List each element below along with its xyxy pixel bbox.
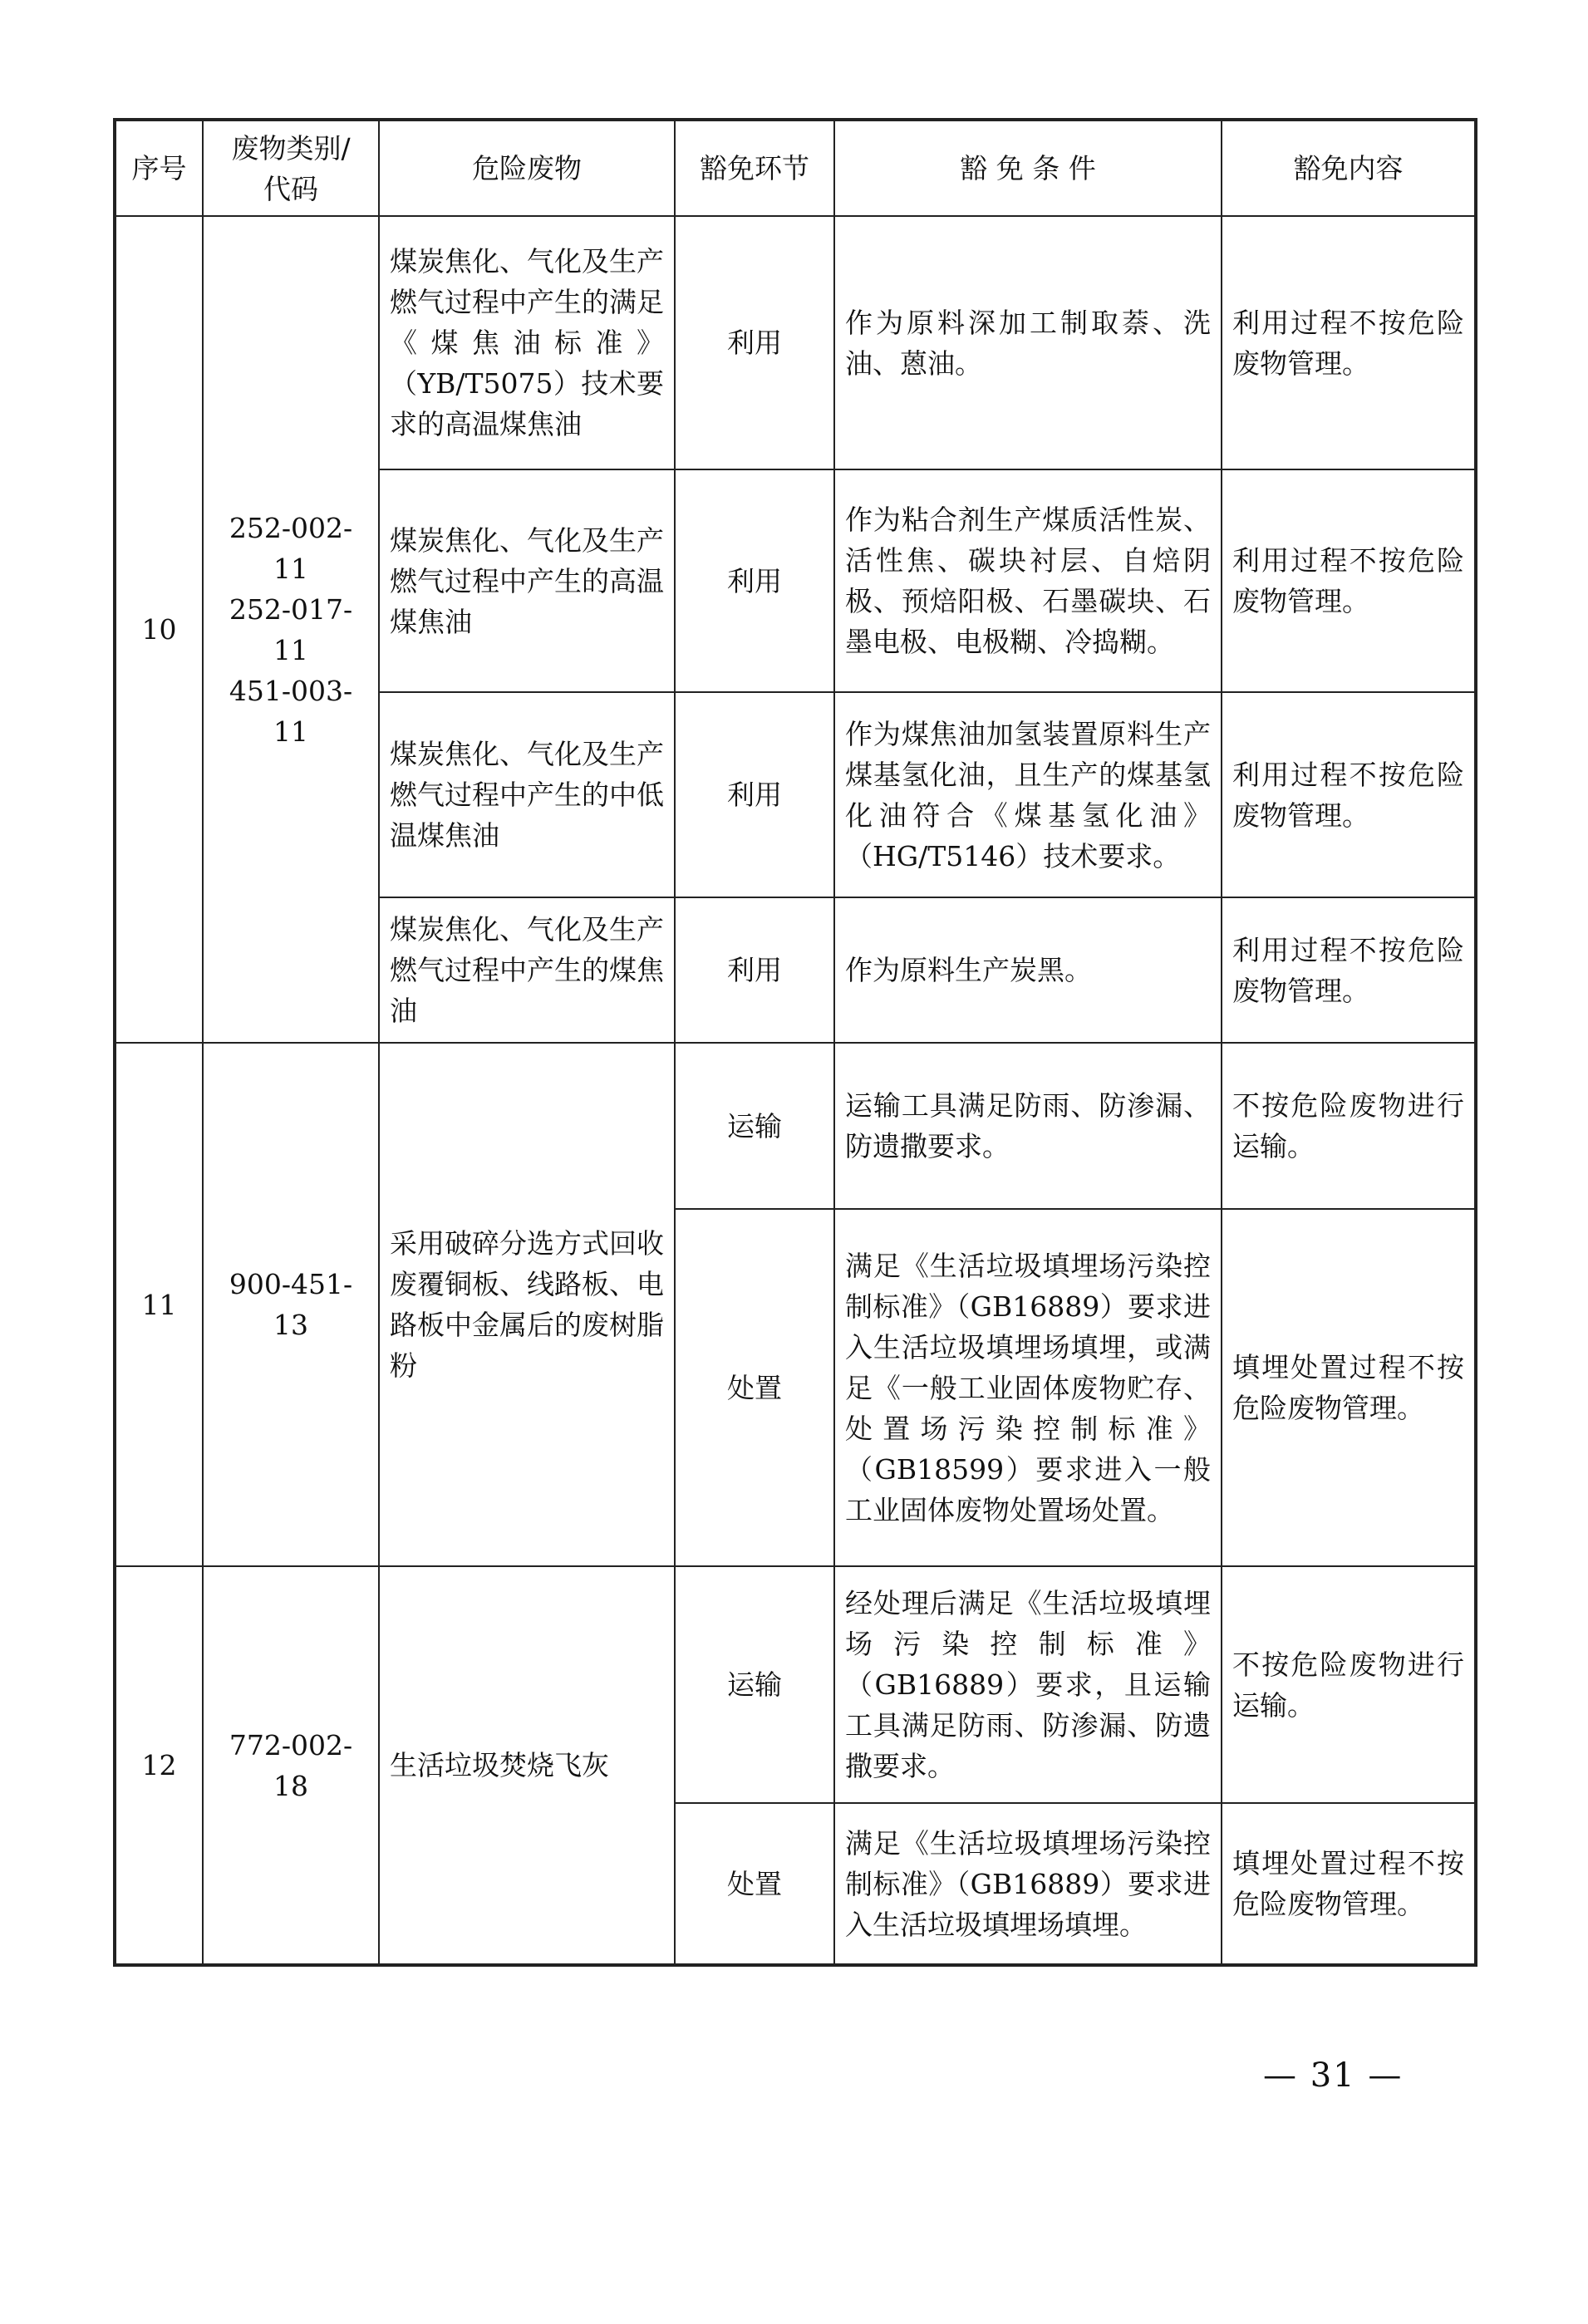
header-waste: 危险废物 xyxy=(379,120,675,216)
header-condition: 豁 免 条 件 xyxy=(834,120,1222,216)
exemption-condition: 满足《生活垃圾填埋场污染控制标准》（GB16889）要求进入生活垃圾填埋场填埋。 xyxy=(834,1803,1222,1965)
exemption-stage: 处置 xyxy=(675,1803,834,1965)
waste-name: 煤炭焦化、气化及生产燃气过程中产生的高温煤焦油 xyxy=(379,469,675,692)
exemption-condition: 作为原料生产炭黑。 xyxy=(834,897,1222,1043)
exemption-content: 利用过程不按危险废物管理。 xyxy=(1222,897,1476,1043)
exemption-condition: 作为煤焦油加氢装置原料生产煤基氢化油，且生产的煤基氢化油符合《煤基氢化油》（HG/T5146）技术要求。 xyxy=(834,692,1222,897)
exemption-condition: 经处理后满足《生活垃圾填埋场污染控制标准》（GB16889）要求，且运输工具满足防雨、防渗漏、防遗撒要求。 xyxy=(834,1566,1222,1803)
header-category xyxy=(203,120,379,216)
exemption-content: 不按危险废物进行运输。 xyxy=(1222,1566,1476,1803)
header-category-line2: 代码 xyxy=(263,172,318,205)
header-row xyxy=(115,120,1476,216)
exemption-condition: 作为粘合剂生产煤质活性炭、活性焦、碳块衬层、自焙阴极、预焙阳极、石墨碳块、石墨电极、电极糊、冷捣糊。 xyxy=(834,469,1222,692)
row-number: 10 xyxy=(115,216,203,1043)
exemption-stage: 利用 xyxy=(675,897,834,1043)
waste-name: 煤炭焦化、气化及生产燃气过程中产生的中低温煤焦油 xyxy=(379,692,675,897)
waste-code: 252-002-11 xyxy=(229,511,353,585)
exemption-content: 利用过程不按危险废物管理。 xyxy=(1222,692,1476,897)
exemption-stage: 利用 xyxy=(675,216,834,469)
exemption-stage: 运输 xyxy=(675,1566,834,1803)
exemption-stage: 利用 xyxy=(675,692,834,897)
exemption-content: 利用过程不按危险废物管理。 xyxy=(1222,469,1476,692)
page-number: — 31 — xyxy=(1263,2056,1404,2095)
waste-name: 采用破碎分选方式回收废覆铜板、线路板、电路板中金属后的废树脂粉 xyxy=(379,1043,675,1566)
exemption-content: 填埋处置过程不按危险废物管理。 xyxy=(1222,1209,1476,1566)
table-row xyxy=(115,1566,1476,1803)
header-content: 豁免内容 xyxy=(1222,120,1476,216)
exemption-content: 填埋处置过程不按危险废物管理。 xyxy=(1222,1803,1476,1965)
waste-code: 252-017-11 xyxy=(229,592,353,666)
row-number: 12 xyxy=(115,1566,203,1965)
waste-name: 生活垃圾焚烧飞灰 xyxy=(379,1566,675,1965)
exemption-condition: 运输工具满足防雨、防渗漏、防遗撒要求。 xyxy=(834,1043,1222,1209)
row-number: 11 xyxy=(115,1043,203,1566)
exemption-table xyxy=(113,118,1477,1967)
header-stage: 豁免环节 xyxy=(675,120,834,216)
exemption-content: 不按危险废物进行运输。 xyxy=(1222,1043,1476,1209)
table-row xyxy=(115,1043,1476,1209)
exemption-stage: 运输 xyxy=(675,1043,834,1209)
exemption-stage: 处置 xyxy=(675,1209,834,1566)
exemption-condition: 作为原料深加工制取萘、洗油、蒽油。 xyxy=(834,216,1222,469)
header-category-line1: 废物类别/ xyxy=(231,131,351,165)
waste-code: 900-451-13 xyxy=(203,1043,379,1566)
table-row xyxy=(115,216,1476,469)
waste-code: 451-003-11 xyxy=(229,674,353,748)
waste-code: 772-002-18 xyxy=(203,1566,379,1965)
waste-name: 煤炭焦化、气化及生产燃气过程中产生的煤焦油 xyxy=(379,897,675,1043)
exemption-condition: 满足《生活垃圾填埋场污染控制标准》（GB16889）要求进入生活垃圾填埋场填埋，或满足《一般工业固体废物贮存、处置场污染控制标准》（GB18599）要求进入一般工业固体废物处置场处置。 xyxy=(834,1209,1222,1566)
exemption-content: 利用过程不按危险废物管理。 xyxy=(1222,216,1476,469)
waste-name: 煤炭焦化、气化及生产燃气过程中产生的满足《煤焦油标准》（YB/T5075）技术要求的高温煤焦油 xyxy=(379,216,675,469)
exemption-stage: 利用 xyxy=(675,469,834,692)
header-no: 序号 xyxy=(115,120,203,216)
waste-codes xyxy=(203,216,379,1043)
